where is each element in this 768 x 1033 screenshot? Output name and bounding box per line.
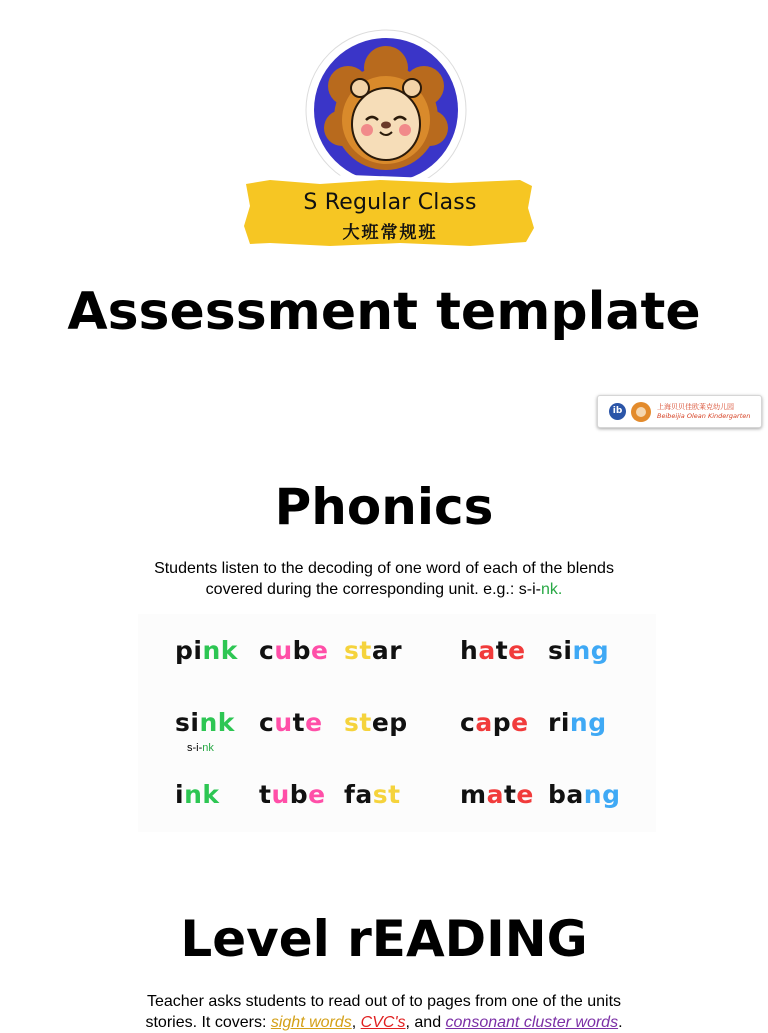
phonics-word-part: si xyxy=(175,708,200,737)
phonics-word-part: ep xyxy=(371,708,408,737)
class-name-en: S Regular Class xyxy=(303,190,477,215)
phonics-word-sink xyxy=(175,708,235,738)
phonics-word-cape xyxy=(460,708,529,738)
phonics-word-part: a xyxy=(475,708,493,737)
phonics-word-part: e xyxy=(308,780,326,809)
phonics-word-part: c xyxy=(460,708,476,737)
phonics-word-sing xyxy=(548,636,609,666)
phonics-word-part: u xyxy=(271,780,290,809)
phonics-word-part: t xyxy=(503,780,517,809)
school-name-cn: 上海贝贝佳欧莱克幼儿园 xyxy=(657,402,734,411)
class-logo xyxy=(230,28,550,264)
phonics-word-part: u xyxy=(274,636,293,665)
school-lion-logo-icon xyxy=(631,402,651,422)
phonics-word-ink xyxy=(175,780,220,810)
phonics-word-bang xyxy=(548,780,620,810)
hint-highlight: nk xyxy=(202,742,214,754)
phonics-word-part: st xyxy=(372,780,401,809)
school-name xyxy=(657,403,750,421)
phonics-word-part: e xyxy=(311,636,329,665)
reading-desc-line1: Teacher asks students to read out of to pages from one of the units xyxy=(146,993,622,1010)
phonics-word-pink xyxy=(175,636,238,666)
phonics-word-part: p xyxy=(492,708,512,737)
phonics-word-part: ri xyxy=(548,708,570,737)
phonics-word-part: ng xyxy=(583,780,621,809)
reading-desc-pre: stories. It covers: xyxy=(145,1014,271,1031)
phonics-word-part: ng xyxy=(572,636,610,665)
phonics-word-part: t xyxy=(259,780,272,809)
phonics-word-part: c xyxy=(259,636,275,665)
phonics-desc-line2: covered during the corresponding unit. e.g.: s-i- xyxy=(205,581,541,598)
phonics-word-part: fa xyxy=(344,780,373,809)
phonics-word-cube xyxy=(259,636,329,666)
phonics-word-part: u xyxy=(274,708,293,737)
phonics-word-step xyxy=(344,708,408,738)
ib-logo-icon: ib xyxy=(609,403,626,420)
reading-description xyxy=(0,991,768,1033)
phonics-word-part: e xyxy=(508,636,526,665)
phonics-word-part: nk xyxy=(202,636,238,665)
phonics-word-part: t xyxy=(495,636,509,665)
sight-words-link[interactable]: sight words xyxy=(270,1014,352,1031)
phonics-word-fast xyxy=(344,780,401,810)
phonics-word-part: ng xyxy=(569,708,607,737)
reading-sep1: , xyxy=(351,1014,361,1031)
phonics-word-ring xyxy=(548,708,607,738)
phonics-word-mate xyxy=(460,780,534,810)
reading-end: . xyxy=(618,1014,623,1031)
school-badge xyxy=(597,395,762,428)
phonics-heading: Phonics xyxy=(274,478,494,536)
phonics-word-part: e xyxy=(305,708,323,737)
phonics-word-part: pi xyxy=(175,636,203,665)
phonics-word-part: st xyxy=(344,708,372,737)
phonics-word-part: t xyxy=(292,708,306,737)
phonics-word-part: nk xyxy=(184,780,220,809)
phonics-word-part: st xyxy=(344,636,372,665)
phonics-word-part: a xyxy=(486,780,504,809)
phonics-desc-line1: Students listen to the decoding of one word of each of the blends xyxy=(154,560,614,577)
phonics-word-part: e xyxy=(511,708,529,737)
school-name-en: Beibeijia Olean Kindergarten xyxy=(657,411,751,420)
phonics-word-part: b xyxy=(289,780,309,809)
phonics-desc-highlight: nk. xyxy=(540,581,563,598)
level-reading-heading: Level rEADING xyxy=(180,910,588,968)
page-title: Assessment template xyxy=(67,282,701,342)
phonics-word-part: ar xyxy=(371,636,403,665)
phonics-word-part: nk xyxy=(199,708,235,737)
phonics-word-part: a xyxy=(478,636,496,665)
phonics-word-part: b xyxy=(292,636,312,665)
phonics-description xyxy=(0,558,768,600)
phonics-word-cute xyxy=(259,708,323,738)
consonant-cluster-link[interactable]: consonant cluster words xyxy=(445,1014,619,1031)
phonics-word-part: e xyxy=(516,780,534,809)
cvcs-link[interactable]: CVC's xyxy=(360,1014,406,1031)
phonics-word-part: si xyxy=(548,636,573,665)
reading-sep2: , and xyxy=(405,1014,446,1031)
class-name-cn: 大班常规班 xyxy=(342,223,438,243)
phonics-word-part: m xyxy=(460,780,487,809)
phonics-word-star xyxy=(344,636,402,666)
phonics-word-hate xyxy=(460,636,526,666)
phonics-word-part: ba xyxy=(548,780,584,809)
phonics-word-part: c xyxy=(259,708,275,737)
phonics-word-tube xyxy=(259,780,326,810)
phonics-word-part: i xyxy=(175,780,185,809)
hint-prefix: s-i- xyxy=(187,742,203,754)
phonics-word-part: h xyxy=(460,636,479,665)
sink-decoding-hint xyxy=(187,742,214,754)
